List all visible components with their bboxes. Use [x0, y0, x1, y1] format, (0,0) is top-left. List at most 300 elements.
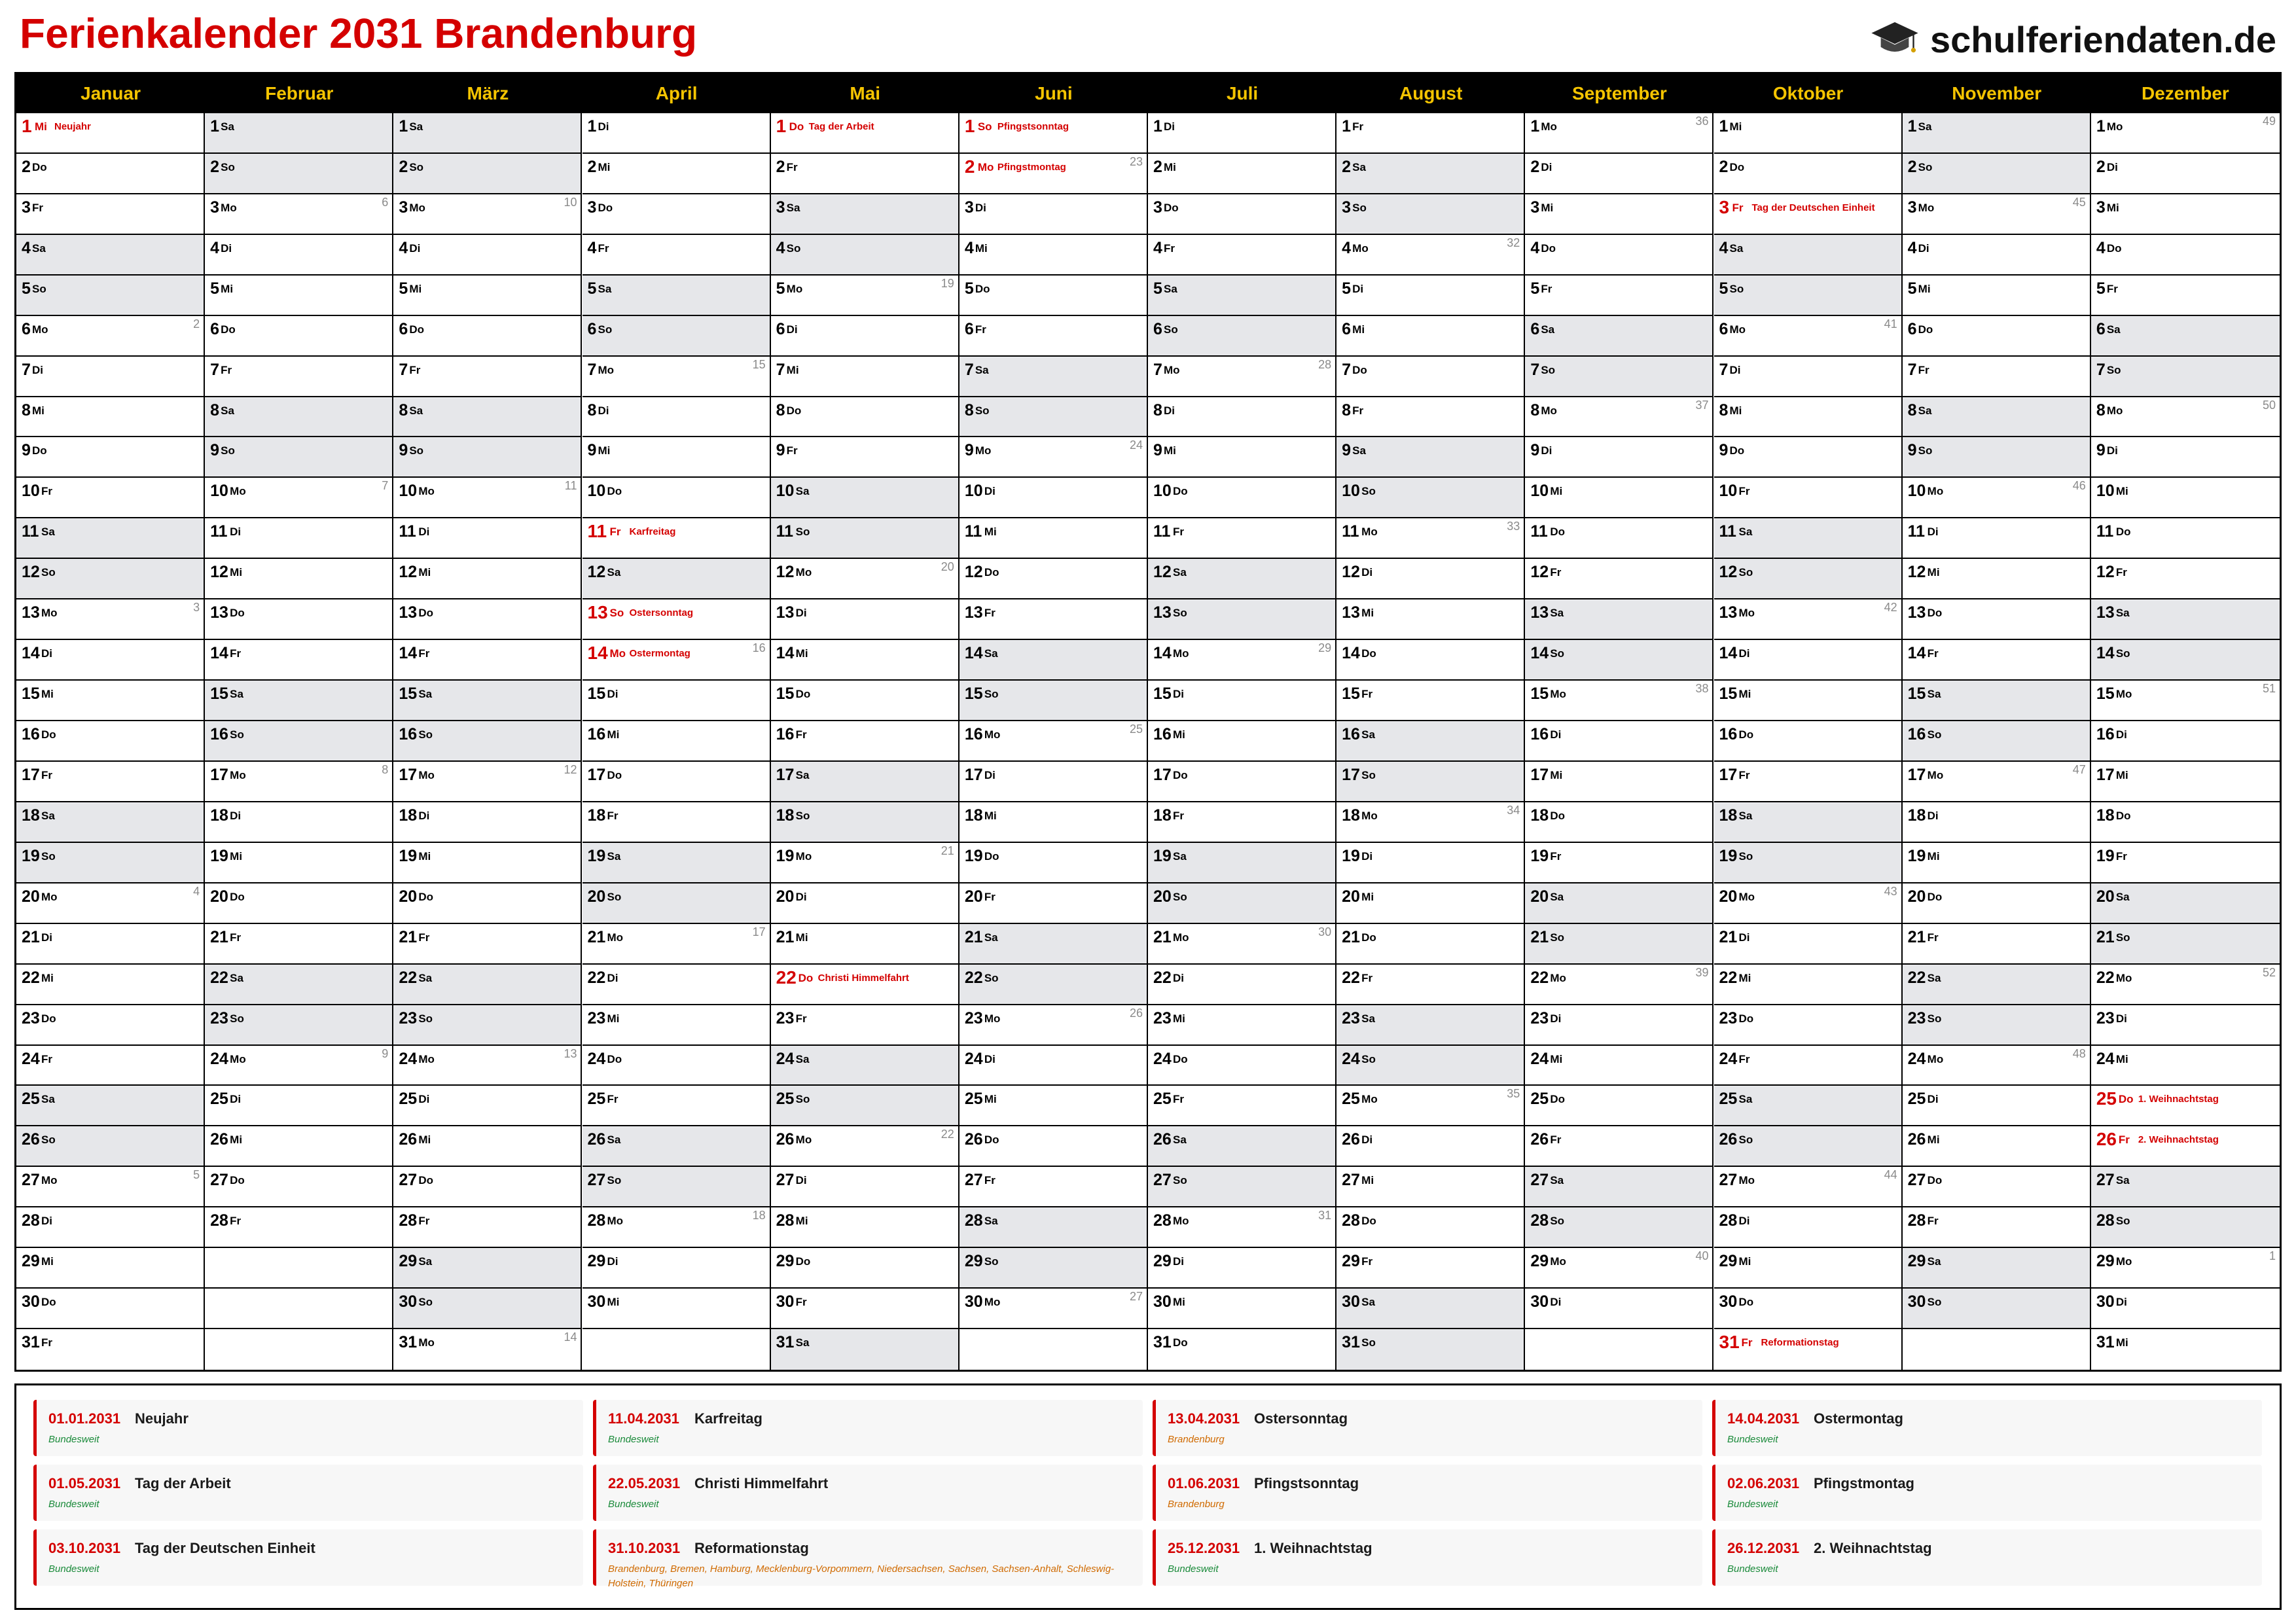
weekday-abbr: Sa: [607, 1133, 621, 1147]
weekday-abbr: Sa: [795, 1336, 810, 1349]
day-number: 4: [1907, 238, 1917, 257]
weekday-abbr: Do: [1927, 890, 1943, 903]
weekday-abbr: Di: [984, 768, 996, 781]
weekday-abbr: Di: [795, 1174, 807, 1187]
day-cell: [1714, 518, 1901, 559]
day-cell: [1525, 276, 1712, 316]
day-number: 21: [776, 927, 795, 946]
day-number: 4: [2096, 238, 2106, 257]
day-cell: [583, 721, 770, 762]
day-number: 2: [776, 157, 785, 176]
day-cell: [771, 1167, 958, 1207]
weekday-abbr: Mi: [984, 1093, 997, 1106]
week-number: 28: [1318, 357, 1332, 371]
day-cell: [2091, 924, 2280, 965]
day-number: 7: [210, 360, 220, 379]
day-cell: [16, 1167, 204, 1207]
day-cell: [1525, 1167, 1712, 1207]
day-number: 6: [776, 319, 785, 338]
day-number: 28: [2096, 1211, 2115, 1230]
calendar-grid: [16, 113, 2280, 1370]
day-cell: [205, 559, 392, 599]
weekday-abbr: Mo: [1738, 1174, 1755, 1187]
weekday-abbr: Mo: [2115, 1255, 2132, 1268]
weekday-abbr: So: [41, 849, 56, 863]
month-column-3: [583, 113, 771, 1370]
day-number: 11: [1153, 522, 1171, 541]
day-number: 16: [2096, 725, 2115, 744]
weekday-abbr: So: [1927, 728, 1942, 741]
day-cell: [2091, 1005, 2280, 1046]
day-number: 12: [1719, 563, 1738, 582]
weekday-abbr: So: [2115, 1215, 2130, 1228]
day-cell: [205, 1167, 392, 1207]
day-cell: [205, 1086, 392, 1126]
week-number: 5: [193, 1168, 200, 1182]
day-cell: [1714, 1005, 1901, 1046]
day-number: 17: [1530, 765, 1549, 784]
week-number: 38: [1695, 682, 1709, 696]
day-number: 5: [1153, 279, 1162, 298]
day-cell: [771, 802, 958, 843]
weekday-abbr: Do: [32, 160, 47, 173]
weekday-abbr: Sa: [418, 1255, 433, 1268]
weekday-abbr: Mo: [1550, 971, 1566, 984]
holiday-cell: [1714, 194, 1901, 235]
day-number: 3: [1719, 196, 1730, 217]
day-number: 9: [1907, 441, 1917, 460]
day-cell: [1903, 965, 2090, 1005]
day-cell: [771, 599, 958, 640]
weekday-abbr: Di: [1173, 688, 1184, 701]
day-cell: [1336, 843, 1524, 883]
weekday-abbr: Sa: [984, 931, 998, 944]
day-number: 19: [1907, 846, 1926, 865]
weekday-abbr: Di: [230, 809, 242, 822]
month-column-10: [1903, 113, 2091, 1370]
day-cell: [16, 843, 204, 883]
week-number: 46: [2072, 479, 2086, 493]
holiday-cell: [960, 113, 1147, 154]
legend-item: [1712, 1465, 2262, 1521]
day-number: 15: [399, 685, 418, 704]
day-cell: [205, 276, 392, 316]
weekday-abbr: Fr: [984, 890, 996, 903]
weekday-abbr: Sa: [1361, 728, 1375, 741]
day-cell: [1903, 559, 2090, 599]
day-cell: [583, 965, 770, 1005]
week-number: 51: [2262, 682, 2276, 696]
day-number: 15: [1153, 685, 1172, 704]
weekday-abbr: Fr: [1738, 768, 1750, 781]
day-number: 5: [1719, 279, 1729, 298]
week-number: 15: [752, 357, 766, 371]
day-cell: [205, 924, 392, 965]
day-number: 21: [22, 927, 40, 946]
month-column-1: [205, 113, 393, 1370]
day-number: 9: [587, 441, 597, 460]
weekday-abbr: So: [1550, 647, 1565, 660]
day-cell: [16, 924, 204, 965]
day-number: 30: [1530, 1293, 1549, 1311]
day-cell: [1714, 1126, 1901, 1167]
day-number: 8: [1907, 401, 1917, 419]
day-cell: [1714, 437, 1901, 478]
weekday-abbr: Mo: [418, 768, 435, 781]
day-cell: [583, 1046, 770, 1086]
week-number: 3: [193, 601, 200, 615]
weekday-abbr: Di: [1173, 971, 1184, 984]
day-cell: [16, 316, 204, 357]
weekday-abbr: So: [41, 1133, 56, 1147]
weekday-abbr: Sa: [1927, 971, 1941, 984]
weekday-abbr: Fr: [1732, 201, 1744, 214]
day-number: 13: [1153, 603, 1172, 622]
day-cell: [771, 1329, 958, 1370]
day-cell: [583, 437, 770, 478]
day-cell: [1336, 518, 1524, 559]
day-number: 1: [1342, 117, 1352, 135]
weekday-abbr: Sa: [1738, 526, 1753, 539]
day-cell: [393, 762, 581, 802]
week-number: 24: [1129, 438, 1143, 452]
weekday-abbr: Do: [1173, 1052, 1188, 1065]
weekday-abbr: Do: [1550, 526, 1565, 539]
day-number: 4: [776, 238, 785, 257]
day-cell: [393, 113, 581, 154]
week-number: 18: [752, 1209, 766, 1222]
weekday-abbr: Di: [1738, 1215, 1750, 1228]
weekday-abbr: Di: [2106, 444, 2118, 457]
day-number: 22: [776, 967, 797, 988]
legend-date: 03.10.2031: [48, 1540, 121, 1556]
weekday-abbr: So: [609, 607, 624, 620]
day-cell: [960, 1126, 1147, 1167]
weekday-abbr: Sa: [1729, 241, 1744, 255]
weekday-abbr: Sa: [2115, 1174, 2130, 1187]
day-number: 9: [1342, 441, 1352, 460]
day-cell: [393, 276, 581, 316]
day-cell: [1903, 640, 2090, 681]
day-cell: [205, 721, 392, 762]
day-number: 24: [964, 1049, 983, 1068]
weekday-abbr: Sa: [1927, 1255, 1941, 1268]
weekday-abbr: Fr: [1173, 1093, 1184, 1106]
legend-item: [1153, 1529, 1702, 1586]
day-cell: [1336, 681, 1524, 721]
weekday-abbr: Fr: [418, 647, 430, 660]
legend-item: [593, 1529, 1143, 1589]
day-cell: [583, 924, 770, 965]
weekday-abbr: Sa: [1352, 444, 1366, 457]
day-cell: [1336, 194, 1524, 235]
day-cell: [1525, 762, 1712, 802]
day-number: 11: [776, 522, 794, 541]
weekday-abbr: So: [984, 971, 999, 984]
day-cell: [1525, 883, 1712, 924]
day-cell: [1525, 397, 1712, 438]
weekday-abbr: Mo: [1927, 485, 1944, 498]
day-number: 17: [210, 765, 228, 784]
day-number: 20: [1153, 887, 1172, 906]
weekday-abbr: Mi: [2115, 1336, 2128, 1349]
day-number: 7: [22, 360, 31, 379]
day-number: 11: [210, 522, 228, 541]
day-number: 25: [587, 1090, 606, 1109]
holiday-cell: [960, 154, 1147, 194]
weekday-abbr: Mo: [1361, 809, 1378, 822]
weekday-abbr: Fr: [795, 1012, 807, 1025]
day-cell: [1903, 1167, 2090, 1207]
weekday-abbr: Mo: [1550, 1255, 1566, 1268]
day-cell: [1336, 1248, 1524, 1289]
weekday-abbr: Mi: [418, 849, 431, 863]
holiday-name: 1. Weihnachtstag: [2138, 1094, 2219, 1105]
day-cell: [393, 1289, 581, 1329]
day-cell: [1525, 235, 1712, 276]
day-cell: [1903, 762, 2090, 802]
weekday-abbr: Fr: [795, 1296, 807, 1309]
day-cell: [205, 194, 392, 235]
day-cell: [2091, 437, 2280, 478]
day-number: 20: [1530, 887, 1549, 906]
day-cell: [771, 1005, 958, 1046]
day-number: 28: [1342, 1211, 1360, 1230]
day-cell: [393, 924, 581, 965]
day-number: 18: [2096, 806, 2115, 825]
day-cell: [960, 1167, 1147, 1207]
brand[interactable]: [1870, 14, 2276, 64]
day-number: 19: [776, 846, 795, 865]
day-cell: [1148, 1329, 1335, 1370]
day-cell: [2091, 1329, 2280, 1370]
day-number: 12: [2096, 563, 2115, 582]
day-number: 12: [210, 563, 228, 582]
day-cell: [1903, 113, 2090, 154]
day-cell: [2091, 316, 2280, 357]
day-cell: [1714, 1046, 1901, 1086]
day-number: 8: [1153, 401, 1162, 419]
day-cell: [960, 924, 1147, 965]
weekday-abbr: Fr: [786, 160, 798, 173]
day-cell: [1714, 762, 1901, 802]
day-number: 24: [2096, 1049, 2115, 1068]
day-cell: [1714, 397, 1901, 438]
day-cell: [960, 762, 1147, 802]
weekday-abbr: So: [409, 160, 424, 173]
day-cell: [1714, 721, 1901, 762]
day-number: 19: [22, 846, 40, 865]
week-number: 47: [2072, 762, 2086, 776]
day-cell: [2091, 1046, 2280, 1086]
day-cell: [771, 518, 958, 559]
day-number: 8: [1530, 401, 1540, 419]
weekday-abbr: Sa: [2106, 323, 2121, 336]
weekday-abbr: Mo: [2115, 688, 2132, 701]
day-cell: [16, 721, 204, 762]
day-number: 12: [1153, 563, 1172, 582]
legend-date: 31.10.2031: [608, 1540, 681, 1556]
weekday-abbr: Fr: [2118, 1133, 2130, 1147]
day-number: 8: [22, 401, 31, 419]
day-cell: [583, 1167, 770, 1207]
week-number: 35: [1507, 1087, 1520, 1101]
weekday-abbr: Fr: [607, 1093, 619, 1106]
weekday-abbr: Do: [798, 971, 814, 984]
day-cell: [205, 316, 392, 357]
day-cell: [1148, 235, 1335, 276]
day-number: 4: [22, 238, 31, 257]
weekday-abbr: Do: [1352, 363, 1367, 376]
day-cell: [1525, 437, 1712, 478]
day-number: 24: [587, 1049, 606, 1068]
month-column-11: [2091, 113, 2280, 1370]
weekday-abbr: Do: [1927, 607, 1943, 620]
weekday-abbr: Mo: [2115, 971, 2132, 984]
weekday-abbr: So: [607, 1174, 622, 1187]
day-number: 10: [1907, 482, 1926, 501]
day-number: 26: [587, 1130, 606, 1149]
day-number: 27: [2096, 1171, 2115, 1190]
weekday-abbr: So: [418, 1012, 433, 1025]
day-cell: [1148, 681, 1335, 721]
day-number: 10: [210, 482, 228, 501]
day-number: 22: [2096, 968, 2115, 987]
weekday-abbr: Mo: [1173, 647, 1189, 660]
day-cell: [1903, 883, 2090, 924]
weekday-abbr: So: [2115, 931, 2130, 944]
weekday-abbr: So: [1173, 1174, 1187, 1187]
day-cell: [1148, 316, 1335, 357]
day-cell: [205, 1207, 392, 1248]
weekday-abbr: Mo: [975, 444, 992, 457]
day-number: 26: [1719, 1130, 1738, 1149]
week-number: 12: [564, 762, 577, 776]
day-cell: [1525, 1289, 1712, 1329]
day-cell: [771, 681, 958, 721]
month-column-6: [1148, 113, 1336, 1370]
day-cell: [393, 154, 581, 194]
day-cell: [960, 397, 1147, 438]
day-cell: [16, 437, 204, 478]
day-number: 30: [1342, 1293, 1360, 1311]
weekday-abbr: Mo: [795, 1133, 812, 1147]
holiday-cell: [1714, 1329, 1901, 1370]
day-cell: [393, 316, 581, 357]
day-cell: [1148, 965, 1335, 1005]
day-cell: [205, 1005, 392, 1046]
day-number: 22: [210, 968, 228, 987]
day-number: 19: [210, 846, 228, 865]
day-number: 12: [399, 563, 418, 582]
day-number: 28: [1719, 1211, 1738, 1230]
day-number: 24: [1719, 1049, 1738, 1068]
day-number: 10: [964, 482, 983, 501]
empty-cell: [1525, 1329, 1712, 1370]
weekday-abbr: Mo: [2106, 120, 2123, 133]
day-cell: [1525, 965, 1712, 1005]
day-cell: [205, 802, 392, 843]
month-header-2: März: [467, 83, 509, 103]
weekday-abbr: Mo: [984, 1296, 1001, 1309]
weekday-abbr: Di: [1541, 444, 1552, 457]
day-number: 16: [22, 725, 40, 744]
day-number: 24: [1153, 1049, 1172, 1068]
day-number: 10: [399, 482, 418, 501]
day-cell: [1148, 113, 1335, 154]
day-number: 25: [776, 1090, 795, 1109]
day-number: 22: [1153, 968, 1172, 987]
weekday-abbr: Fr: [1927, 1215, 1939, 1228]
month-header-6: Juli: [1226, 83, 1259, 103]
weekday-abbr: Mo: [795, 849, 812, 863]
day-number: 10: [587, 482, 606, 501]
day-number: 4: [964, 238, 974, 257]
day-cell: [960, 1086, 1147, 1126]
year-calendar: [14, 72, 2282, 1372]
weekday-abbr: Sa: [598, 282, 612, 295]
day-cell: [205, 762, 392, 802]
day-number: 11: [2096, 522, 2114, 541]
day-number: 6: [210, 319, 220, 338]
day-cell: [1714, 357, 1901, 397]
day-number: 17: [1153, 765, 1172, 784]
legend-date: 22.05.2031: [608, 1475, 681, 1491]
day-cell: [1525, 559, 1712, 599]
holiday-name: Karfreitag: [629, 526, 676, 538]
day-number: 5: [587, 279, 597, 298]
day-number: 27: [1530, 1171, 1549, 1190]
day-number: 30: [587, 1293, 606, 1311]
weekday-abbr: Di: [1927, 526, 1939, 539]
day-number: 11: [1342, 522, 1359, 541]
weekday-abbr: Mi: [418, 1133, 431, 1147]
weekday-abbr: Mo: [795, 566, 812, 579]
day-number: 28: [587, 1211, 606, 1230]
month-column-8: [1525, 113, 1713, 1370]
weekday-abbr: Fr: [1550, 849, 1562, 863]
day-cell: [960, 681, 1147, 721]
day-cell: [16, 1126, 204, 1167]
weekday-abbr: Sa: [975, 363, 989, 376]
day-cell: [2091, 883, 2280, 924]
day-cell: [393, 681, 581, 721]
legend-holiday-name: Pfingstmontag: [1814, 1475, 1914, 1491]
day-cell: [2091, 276, 2280, 316]
legend-scope: Bundesweit: [48, 1434, 99, 1445]
day-number: 21: [2096, 927, 2115, 946]
weekday-abbr: Mi: [1550, 768, 1563, 781]
day-cell: [1714, 843, 1901, 883]
day-number: 7: [1907, 360, 1917, 379]
week-number: 49: [2262, 115, 2276, 128]
day-number: 23: [210, 1008, 228, 1027]
week-number: 27: [1129, 1290, 1143, 1304]
day-cell: [1714, 276, 1901, 316]
legend-holiday-name: Karfreitag: [694, 1410, 762, 1427]
day-number: 15: [964, 685, 983, 704]
day-cell: [205, 1126, 392, 1167]
day-number: 10: [776, 482, 795, 501]
day-cell: [1714, 559, 1901, 599]
day-cell: [1714, 478, 1901, 518]
day-cell: [1336, 883, 1524, 924]
day-cell: [1714, 640, 1901, 681]
day-cell: [2091, 113, 2280, 154]
day-number: 28: [1907, 1211, 1926, 1230]
day-cell: [1336, 478, 1524, 518]
day-cell: [771, 559, 958, 599]
